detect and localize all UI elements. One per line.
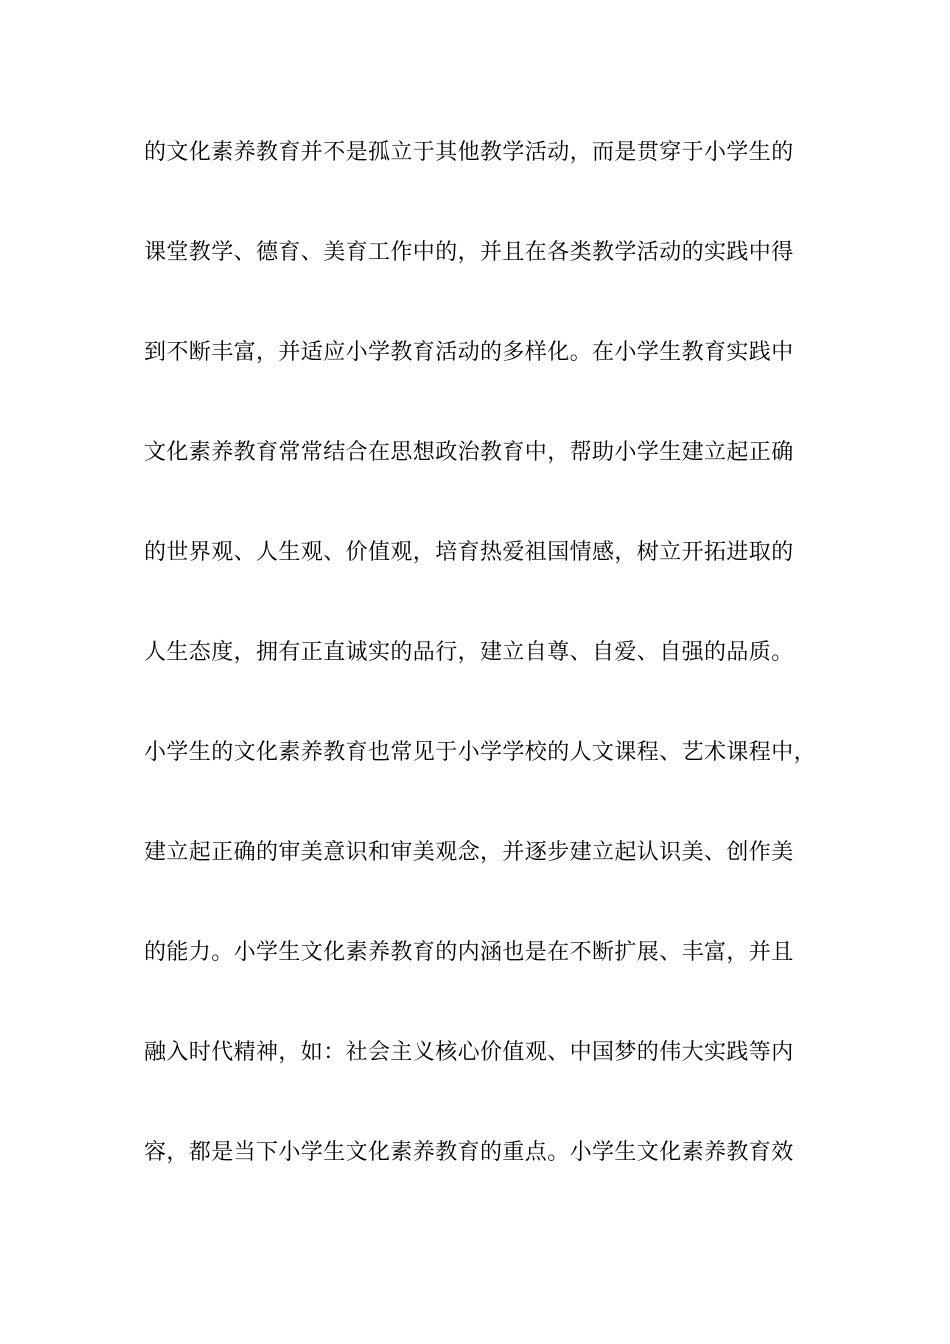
text-line: 课堂教学、德育、美育工作中的，并且在各类教学活动的实践中得 [144,240,794,265]
text-line: 建立起正确的审美意识和审美观念，并逐步建立起认识美、创作美 [144,840,794,865]
text-line: 的世界观、人生观、价值观，培育热爱祖国情感，树立开拓进取的 [144,540,794,565]
text-line: 的能力。小学生文化素养教育的内涵也是在不断扩展、丰富，并且 [144,940,794,965]
body-text [144,128,844,1228]
text-line: 文化素养教育常常结合在思想政治教育中，帮助小学生建立起正确 [144,440,794,465]
text-line: 容，都是当下小学生文化素养教育的重点。小学生文化素养教育效 [144,1140,794,1165]
text-line: 人生态度，拥有正直诚实的品行，建立自尊、自爱、自强的品质。 [144,640,794,665]
text-line: 融入时代精神，如：社会主义核心价值观、中国梦的伟大实践等内 [144,1040,794,1065]
text-line: 小学生的文化素养教育也常见于小学学校的人文课程、艺术课程中， [144,740,817,765]
text-line: 的文化素养教育并不是孤立于其他教学活动，而是贯穿于小学生的 [144,140,794,165]
text-line: 到不断丰富，并适应小学教育活动的多样化。在小学生教育实践中 [144,340,794,365]
